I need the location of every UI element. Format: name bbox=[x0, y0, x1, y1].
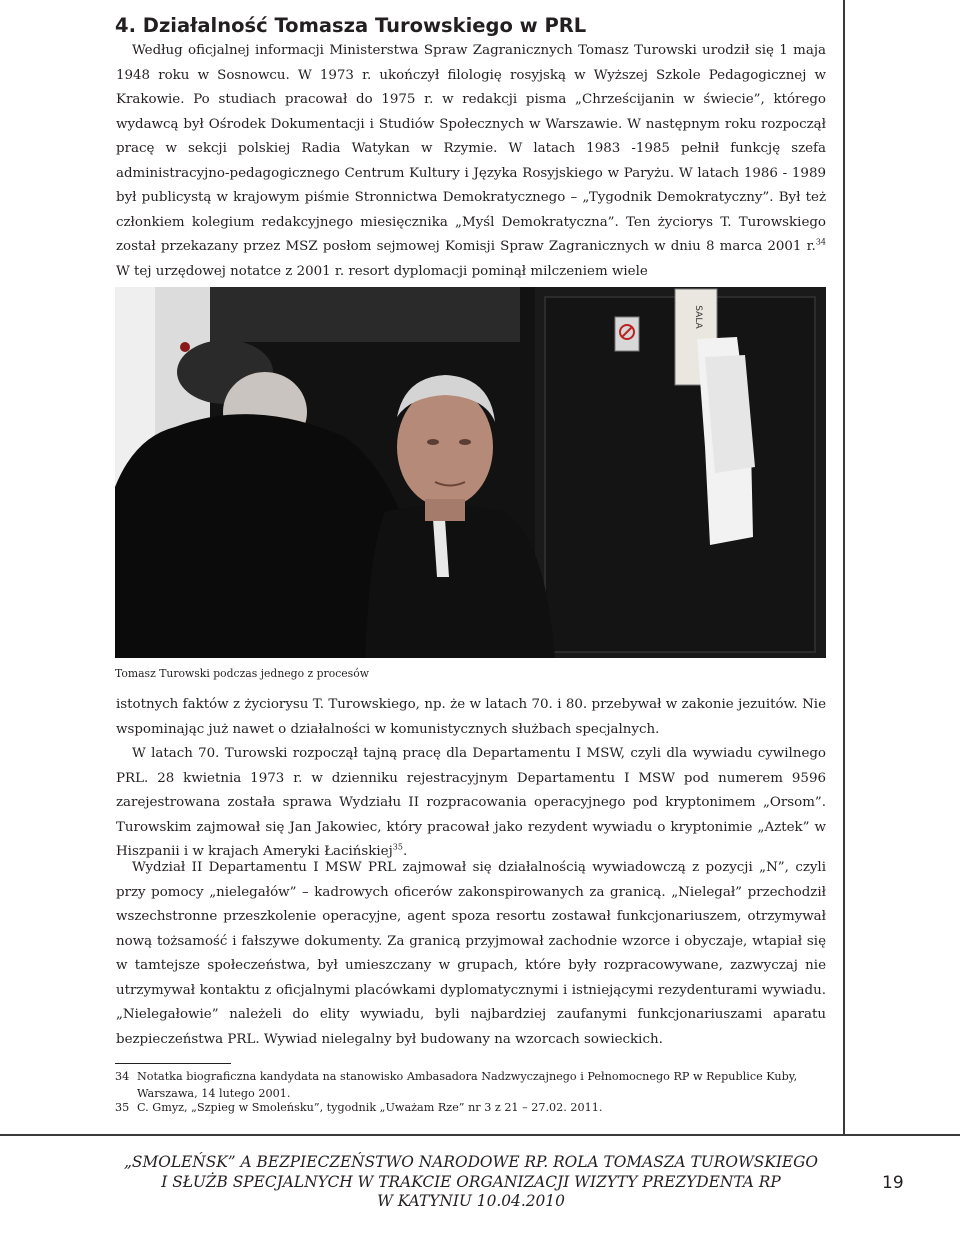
section-title: 4. Działalność Tomasza Turowskiego w PRL bbox=[115, 14, 587, 37]
paragraph-3-text: W latach 70. Turowski rozpoczął tajną pracę dla Departamentu I MSW, czyli dla wywiadu cywilnego PRL. 28 kwietnia 1973 r. w dzienniku rejestracyjnym Departamentu I MSW pod numerem 9596 zarejestrowana została sprawa Wydziału II rozpracowania operacyjnego pod kryptonimem „Orsom”. Turowskim zajmował się Jan Jakowiec, który pracował jako rezydent wywiadu o kryptonimie „Aztek” w Hiszpanii i w krajach Ameryki Łacińskiej bbox=[116, 746, 826, 859]
body-paragraph-3 bbox=[116, 742, 826, 865]
body-paragraph-1 bbox=[116, 39, 826, 284]
footnote-ref-35[interactable]: 35 bbox=[392, 842, 403, 852]
footer-line-1: „SMOLEŃSK” A BEZPIECZEŃSTWO NARODOWE RP. ROLA TOMASZA TUROWSKIEGO bbox=[123, 1153, 819, 1171]
footnote-separator bbox=[115, 1063, 231, 1064]
paragraph-3-tail: . bbox=[402, 844, 408, 859]
photo-illustration bbox=[115, 287, 826, 658]
footnote-ref-34[interactable]: 34 bbox=[815, 237, 826, 247]
body-paragraph-4: Wydział II Departamentu I MSW PRL zajmował się działalnością wywiadowczą z pozycji „N”, czyli przy pomocy „nielegałów” – kadrowych oficerów zakonspirowanych za granicą. „Nielegał” przechodził wszechstronne przeszkolenie operacyjne, agent spoza resortu zostawał funkcjonariuszem, otrzymywał nową tożsamość i fałszywe dokumenty. Za granicą przyjmował zachodnie wzorce i obyczaje, wtapiał się w tamtejsze społeczeństwa, był umieszczany w grupach, które były rozpracowywane, zazwyczaj nie utrzymywał kontaktu z oficjalnymi placówkami dyplomatycznymi i istniejącymi rezydenturami wywiadu. „Nielegałowie” należeli do elity wywiadu, byli najbardziej zaufanymi funkcjonariuszami aparatu bezpieczeństwa PRL. Wywiad nielegalny był budowany na wzorcach sowieckich. bbox=[116, 860, 826, 1047]
footer-line-3: W KATYNIU 10.04.2010 bbox=[377, 1192, 565, 1210]
footnote-number: 35 bbox=[115, 1101, 130, 1114]
page-number: 19 bbox=[882, 1173, 904, 1193]
photo-caption: Tomasz Turowski podczas jednego z procesów bbox=[115, 667, 369, 680]
body-paragraph-2: istotnych faktów z życiorysu T. Turowskiego, np. że w latach 70. i 80. przebywał w zakonie jezuitów. Nie wspominając już nawet o działalności w komunistycznych służbach specjalnych. bbox=[116, 697, 826, 737]
door-sign-text: SALA bbox=[693, 305, 703, 329]
footnote-text: C. Gmyz, „Szpieg w Smoleńsku”, tygodnik „Uważam Rze” nr 3 z 21 – 27.02. 2011. bbox=[137, 1101, 603, 1114]
footnote-35 bbox=[115, 1099, 827, 1116]
footnote-text: Notatka biograficzna kandydata na stanowisko Ambasadora Nadzwyczajnego i Pełnomocnego RP w Republice Kuby, Warszawa, 14 lutego 2001. bbox=[137, 1070, 798, 1100]
footnote-number: 34 bbox=[115, 1070, 130, 1083]
running-footer-title bbox=[115, 1153, 827, 1212]
page-frame-bottom-border bbox=[0, 1134, 960, 1136]
footer-line-2: I SŁUŻB SPECJALNYCH W TRAKCIE ORGANIZACJI WIZYTY PREZYDENTA RP bbox=[161, 1172, 781, 1191]
photo-turowski bbox=[115, 287, 826, 658]
paragraph-1-tail: W tej urzędowej notatce z 2001 r. resort dyplomacji pominął milczeniem wiele bbox=[116, 263, 648, 279]
footnote-34 bbox=[115, 1068, 827, 1102]
paragraph-1-text: Według oficjalnej informacji Ministerstwa Spraw Zagranicznych Tomasz Turowski urodził się 1 maja 1948 roku w Sosnowcu. W 1973 r. ukończył filologię rosyjską w Wyższej Szkole Pedagogicznej w Krakowie. Po studiach pracował do 1975 r. w redakcji pisma „Chrześcijanin w świecie”, którego wydawcą był Ośrodek Dokumentacji i Studiów Społecznych w Warszawie. W następnym roku rozpoczął pracę w sekcji polskiej Radia Watykan w Rzymie. W latach 1983 -1985 pełnił funkcję szefa administracyjno-pedagogicznego Centrum Kultury i Języka Rosyjskiego w Paryżu. W latach 1986 - 1989 był publicystą w krajowym piśmie Stronnictwa Demokratycznego – „Tygodnik Demokratyczny”. Był też członkiem kolegium redakcyjnego miesięcznika „Myśl Demokratyczna”. Ten życiorys T. Turowskiego został przekazany przez MSZ posłom sejmowej Komisji Spraw Zagranicznych w dniu 8 marca 2001 r. bbox=[116, 43, 826, 254]
page-frame-right-border bbox=[843, 0, 845, 1135]
